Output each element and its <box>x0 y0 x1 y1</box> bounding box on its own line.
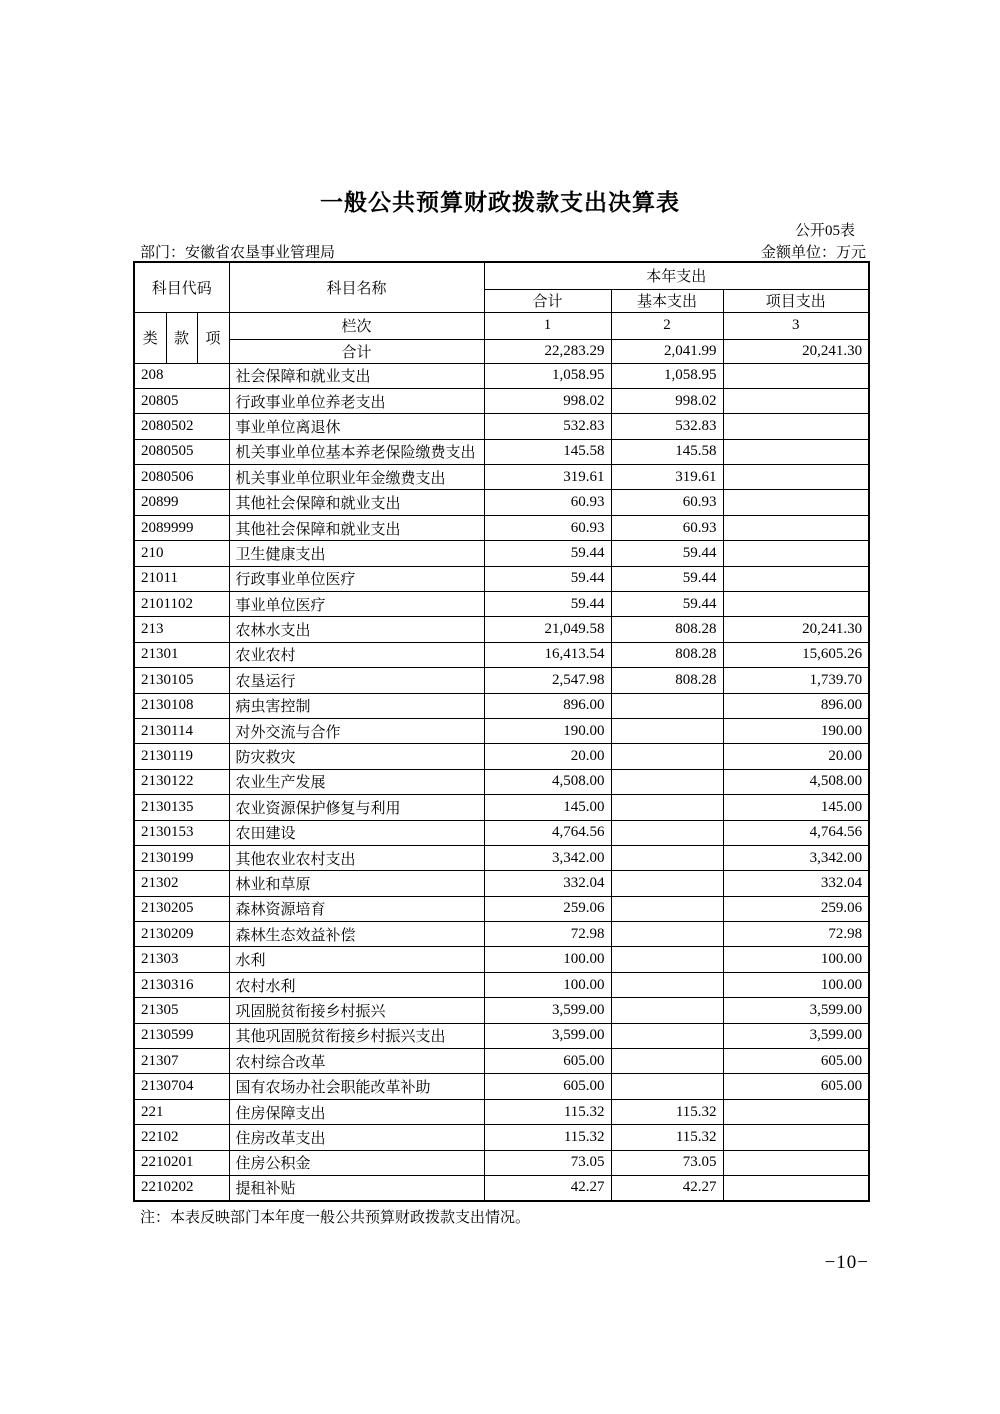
header-column-label: 栏次 <box>229 312 484 339</box>
row-name: 森林生态效益补偿 <box>229 922 484 947</box>
row-total: 100.00 <box>484 947 611 972</box>
row-code: 2080505 <box>134 439 229 464</box>
header-col-num-3: 3 <box>723 312 869 339</box>
table-row <box>134 465 869 490</box>
row-basic: 59.44 <box>611 541 723 566</box>
row-code: 2130122 <box>134 769 229 794</box>
table-row <box>134 388 869 413</box>
table-row <box>134 718 869 743</box>
row-name: 巩固脱贫衔接乡村振兴 <box>229 998 484 1023</box>
row-total: 59.44 <box>484 541 611 566</box>
header-total: 合计 <box>484 289 611 312</box>
row-code: 2130209 <box>134 922 229 947</box>
table-row <box>134 795 869 820</box>
row-basic: 73.05 <box>611 1150 723 1175</box>
row-project <box>723 465 869 490</box>
row-code: 221 <box>134 1099 229 1124</box>
amount-unit-label: 金额单位：万元 <box>760 245 866 261</box>
row-total: 1,058.95 <box>484 363 611 388</box>
row-basic <box>611 693 723 718</box>
header-row-3 <box>134 312 869 339</box>
row-project: 3,599.00 <box>723 1023 869 1048</box>
row-project <box>723 566 869 591</box>
table-row <box>134 972 869 997</box>
department-label: 部门：安徽省农垦事业管理局 <box>140 245 336 261</box>
row-code: 2130599 <box>134 1023 229 1048</box>
table-row <box>134 871 869 896</box>
table-row <box>134 642 869 667</box>
table-row <box>134 414 869 439</box>
header-col-num-2: 2 <box>611 312 723 339</box>
table-row <box>134 439 869 464</box>
table-row <box>134 541 869 566</box>
row-total: 332.04 <box>484 871 611 896</box>
row-basic: 998.02 <box>611 388 723 413</box>
table-row <box>134 1176 869 1201</box>
row-basic: 60.93 <box>611 515 723 540</box>
page-title: 一般公共预算财政拨款支出决算表 <box>320 189 680 215</box>
header-class: 类 <box>134 312 166 363</box>
row-total: 59.44 <box>484 592 611 617</box>
row-total: 998.02 <box>484 388 611 413</box>
header-subject-name: 科目名称 <box>229 262 484 312</box>
page-number: −10− <box>824 1252 869 1273</box>
row-basic: 532.83 <box>611 414 723 439</box>
row-name: 行政事业单位养老支出 <box>229 388 484 413</box>
row-project: 145.00 <box>723 795 869 820</box>
row-total: 42.27 <box>484 1176 611 1201</box>
row-project <box>723 490 869 515</box>
row-name: 机关事业单位职业年金缴费支出 <box>229 465 484 490</box>
row-name: 其他社会保障和就业支出 <box>229 515 484 540</box>
row-basic: 115.32 <box>611 1125 723 1150</box>
row-project: 100.00 <box>723 972 869 997</box>
row-total: 100.00 <box>484 972 611 997</box>
row-basic: 60.93 <box>611 490 723 515</box>
table-row <box>134 566 869 591</box>
grand-total-row <box>134 339 869 363</box>
row-basic: 42.27 <box>611 1176 723 1201</box>
row-name: 住房公积金 <box>229 1150 484 1175</box>
row-name: 农村水利 <box>229 972 484 997</box>
row-name: 农业农村 <box>229 642 484 667</box>
row-code: 2130704 <box>134 1074 229 1099</box>
row-name: 事业单位医疗 <box>229 592 484 617</box>
table-row <box>134 820 869 845</box>
row-project: 3,342.00 <box>723 845 869 870</box>
row-code: 2210202 <box>134 1176 229 1201</box>
row-code: 2130153 <box>134 820 229 845</box>
row-code: 2130199 <box>134 845 229 870</box>
row-total: 115.32 <box>484 1125 611 1150</box>
row-name: 社会保障和就业支出 <box>229 363 484 388</box>
row-basic <box>611 1074 723 1099</box>
header-col-num-1: 1 <box>484 312 611 339</box>
row-name: 事业单位离退休 <box>229 414 484 439</box>
row-basic <box>611 972 723 997</box>
row-code: 22102 <box>134 1125 229 1150</box>
row-total: 60.93 <box>484 515 611 540</box>
row-total: 319.61 <box>484 465 611 490</box>
row-code: 2130205 <box>134 896 229 921</box>
row-code: 2080506 <box>134 465 229 490</box>
row-project <box>723 439 869 464</box>
row-project: 100.00 <box>723 947 869 972</box>
row-code: 21302 <box>134 871 229 896</box>
row-code: 210 <box>134 541 229 566</box>
table-row <box>134 744 869 769</box>
row-basic <box>611 871 723 896</box>
row-project: 896.00 <box>723 693 869 718</box>
row-project <box>723 1150 869 1175</box>
form-number-label: 公开05表 <box>794 223 855 239</box>
table-row <box>134 1074 869 1099</box>
row-project: 3,599.00 <box>723 998 869 1023</box>
row-total: 59.44 <box>484 566 611 591</box>
row-project: 4,508.00 <box>723 769 869 794</box>
footnote: 注：本表反映部门本年度一般公共预算财政拨款支出情况。 <box>140 1210 531 1226</box>
row-project: 605.00 <box>723 1049 869 1074</box>
row-name: 其他社会保障和就业支出 <box>229 490 484 515</box>
table-row <box>134 1125 869 1150</box>
row-name: 其他农业农村支出 <box>229 845 484 870</box>
row-name: 提租补贴 <box>229 1176 484 1201</box>
table-row <box>134 1150 869 1175</box>
row-project <box>723 515 869 540</box>
row-total: 72.98 <box>484 922 611 947</box>
row-code: 2130105 <box>134 668 229 693</box>
row-total: 60.93 <box>484 490 611 515</box>
row-code: 2130316 <box>134 972 229 997</box>
row-name: 农垦运行 <box>229 668 484 693</box>
row-name: 农林水支出 <box>229 617 484 642</box>
header-current-year-expenditure: 本年支出 <box>484 262 869 289</box>
grand-total-total: 22,283.29 <box>484 339 611 363</box>
row-name: 卫生健康支出 <box>229 541 484 566</box>
row-basic <box>611 1049 723 1074</box>
row-total: 145.00 <box>484 795 611 820</box>
row-basic <box>611 744 723 769</box>
row-name: 对外交流与合作 <box>229 718 484 743</box>
row-project: 4,764.56 <box>723 820 869 845</box>
row-code: 2210201 <box>134 1150 229 1175</box>
row-project: 15,605.26 <box>723 642 869 667</box>
row-total: 896.00 <box>484 693 611 718</box>
row-name: 国有农场办社会职能改革补助 <box>229 1074 484 1099</box>
row-total: 4,508.00 <box>484 769 611 794</box>
row-total: 20.00 <box>484 744 611 769</box>
row-name: 病虫害控制 <box>229 693 484 718</box>
table-row <box>134 363 869 388</box>
row-basic <box>611 769 723 794</box>
row-code: 208 <box>134 363 229 388</box>
row-basic: 808.28 <box>611 668 723 693</box>
header-item: 项 <box>197 312 229 363</box>
row-total: 16,413.54 <box>484 642 611 667</box>
table-row <box>134 769 869 794</box>
row-name: 林业和草原 <box>229 871 484 896</box>
row-basic <box>611 922 723 947</box>
budget-table <box>133 261 870 1202</box>
grand-total-basic: 2,041.99 <box>611 339 723 363</box>
row-total: 3,599.00 <box>484 998 611 1023</box>
row-project: 1,739.70 <box>723 668 869 693</box>
row-code: 21305 <box>134 998 229 1023</box>
row-project <box>723 1099 869 1124</box>
row-basic: 1,058.95 <box>611 363 723 388</box>
row-basic <box>611 1023 723 1048</box>
row-name: 住房保障支出 <box>229 1099 484 1124</box>
row-name: 其他巩固脱贫衔接乡村振兴支出 <box>229 1023 484 1048</box>
table-row <box>134 1099 869 1124</box>
table-body <box>134 363 869 1201</box>
row-code: 20805 <box>134 388 229 413</box>
row-total: 532.83 <box>484 414 611 439</box>
row-code: 2101102 <box>134 592 229 617</box>
table-row <box>134 515 869 540</box>
row-basic <box>611 947 723 972</box>
row-name: 行政事业单位医疗 <box>229 566 484 591</box>
row-total: 3,599.00 <box>484 1023 611 1048</box>
header-basic-expenditure: 基本支出 <box>611 289 723 312</box>
row-project <box>723 363 869 388</box>
row-basic <box>611 845 723 870</box>
grand-total-label: 合计 <box>229 339 484 363</box>
row-name: 住房改革支出 <box>229 1125 484 1150</box>
row-project <box>723 1125 869 1150</box>
table-row <box>134 693 869 718</box>
header-subject-code: 科目代码 <box>134 262 229 312</box>
row-basic: 145.58 <box>611 439 723 464</box>
table-row <box>134 592 869 617</box>
row-name: 森林资源培育 <box>229 896 484 921</box>
header-project-expenditure: 项目支出 <box>723 289 869 312</box>
row-code: 20899 <box>134 490 229 515</box>
header-section: 款 <box>166 312 197 363</box>
row-project <box>723 592 869 617</box>
row-name: 农村综合改革 <box>229 1049 484 1074</box>
row-basic <box>611 998 723 1023</box>
row-basic <box>611 896 723 921</box>
table-row <box>134 1023 869 1048</box>
row-total: 605.00 <box>484 1049 611 1074</box>
row-basic <box>611 820 723 845</box>
row-project: 332.04 <box>723 871 869 896</box>
row-code: 2130119 <box>134 744 229 769</box>
row-name: 农业资源保护修复与利用 <box>229 795 484 820</box>
row-code: 2089999 <box>134 515 229 540</box>
row-code: 2130108 <box>134 693 229 718</box>
row-project: 20,241.30 <box>723 617 869 642</box>
row-name: 水利 <box>229 947 484 972</box>
row-total: 3,342.00 <box>484 845 611 870</box>
row-name: 防灾救灾 <box>229 744 484 769</box>
row-total: 115.32 <box>484 1099 611 1124</box>
row-project <box>723 1176 869 1201</box>
row-basic: 59.44 <box>611 566 723 591</box>
row-basic: 808.28 <box>611 642 723 667</box>
row-total: 605.00 <box>484 1074 611 1099</box>
grand-total-project: 20,241.30 <box>723 339 869 363</box>
row-code: 21301 <box>134 642 229 667</box>
row-code: 2130135 <box>134 795 229 820</box>
row-code: 21303 <box>134 947 229 972</box>
row-basic: 59.44 <box>611 592 723 617</box>
row-code: 213 <box>134 617 229 642</box>
row-total: 73.05 <box>484 1150 611 1175</box>
table-header <box>134 262 869 363</box>
row-total: 2,547.98 <box>484 668 611 693</box>
row-total: 190.00 <box>484 718 611 743</box>
row-project: 605.00 <box>723 1074 869 1099</box>
header-row-1 <box>134 262 869 289</box>
row-project <box>723 414 869 439</box>
table-row <box>134 845 869 870</box>
table-row <box>134 922 869 947</box>
row-project: 72.98 <box>723 922 869 947</box>
table-row <box>134 490 869 515</box>
row-basic: 808.28 <box>611 617 723 642</box>
row-total: 259.06 <box>484 896 611 921</box>
row-basic <box>611 718 723 743</box>
row-name: 农业生产发展 <box>229 769 484 794</box>
row-name: 机关事业单位基本养老保险缴费支出 <box>229 439 484 464</box>
row-code: 21307 <box>134 1049 229 1074</box>
table-row <box>134 998 869 1023</box>
row-basic: 115.32 <box>611 1099 723 1124</box>
row-name: 农田建设 <box>229 820 484 845</box>
row-project: 20.00 <box>723 744 869 769</box>
table-row <box>134 1049 869 1074</box>
row-basic: 319.61 <box>611 465 723 490</box>
row-total: 21,049.58 <box>484 617 611 642</box>
table-row <box>134 947 869 972</box>
row-basic <box>611 795 723 820</box>
row-project: 190.00 <box>723 718 869 743</box>
row-code: 2130114 <box>134 718 229 743</box>
table-row <box>134 668 869 693</box>
row-total: 145.58 <box>484 439 611 464</box>
table-row <box>134 896 869 921</box>
row-total: 4,764.56 <box>484 820 611 845</box>
table-row <box>134 617 869 642</box>
row-code: 21011 <box>134 566 229 591</box>
row-project: 259.06 <box>723 896 869 921</box>
row-project <box>723 541 869 566</box>
row-project <box>723 388 869 413</box>
row-code: 2080502 <box>134 414 229 439</box>
